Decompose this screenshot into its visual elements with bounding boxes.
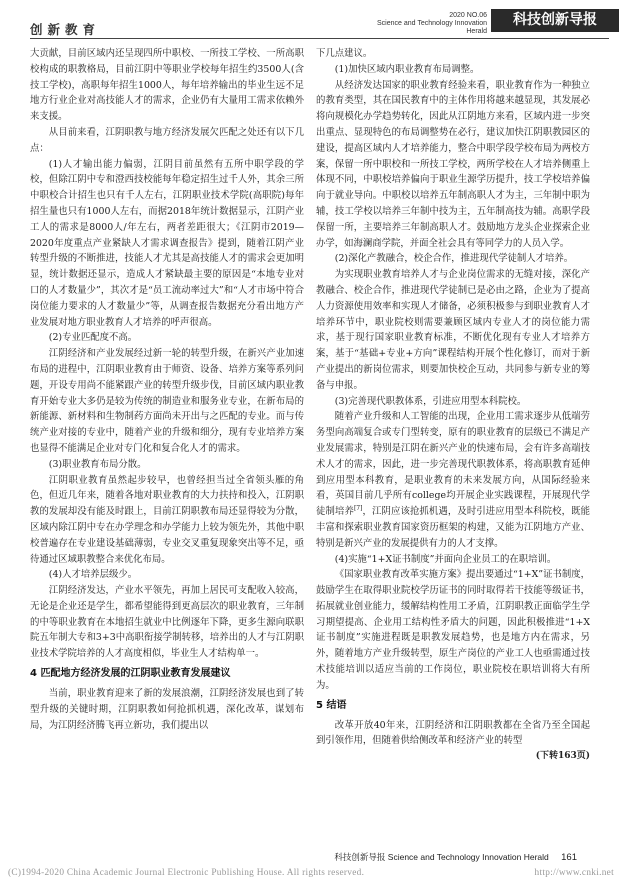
body-paragraph: 江阴经济和产业发展经过新一轮的转型升级，在新兴产业加速布局的进程中，江阴职业教育由于师资、设备、培养方案等系列问题，开设专用尚不能紧跟产业的转型升级步伐，目前区域内职业教育开始专业大多仍是较为传统的制造业和服务业专业，在新布局的新能源、新材料和生物制药方面尚未开出与之匹配的专业。而与传统产业对接的专业中，随着产业的升级和细分，现有专业培养方案也显得不能满足企业对专门化和复合化人才的需求。 bbox=[30, 348, 304, 454]
issue-info bbox=[377, 12, 487, 36]
header-divider bbox=[30, 38, 609, 39]
body-paragraph: 下几点建议。 bbox=[316, 48, 373, 59]
copyright-bar bbox=[8, 868, 614, 878]
right-column bbox=[316, 46, 590, 763]
citation-ref: [7] bbox=[353, 504, 363, 512]
body-paragraph: (4)人才培养层级少。 bbox=[48, 569, 138, 581]
body-paragraph: (3)职业教育布局分散。 bbox=[48, 458, 147, 470]
body-paragraph: 从目前来看，江阴职教与地方经济发展欠匹配之处还有以下几点： bbox=[30, 126, 304, 154]
body-paragraph: (2)深化产教融合，校企合作，推进现代学徒制人才培养。 bbox=[334, 253, 574, 265]
body-paragraph: 从经济发达国家的职业教育经验来看，职业教育作为一种独立的教育类型，其在国民教育中的主体作用将越来越显现，其发展必将向规模化办学趋势转化，因此从江阴地方来看，区域内进一步突出重点、显现特色的布局调整势在必行，建议加快江阴职教园区的建设，提高区域内人才培养能力，整合中职学段学校布局为两校方案，保留一所中职校和一所技工学校，两所学校在人才培养侧重上体现不同，中职校培养偏向于职业生源学历提升，技工学校培养偏向于就业导向。中职校以培养五年制高职人才为主，三年制中职为辅，技工学校以培养三年制中技为主，五年制高技为辅。高职学段保留一所，主要培养三年制高职人才。鼓励地方龙头企业探索企业办学，如海澜商学院，并面全社会具有等同学力的人员入学。 bbox=[316, 79, 590, 249]
continued-note: (下转163页) bbox=[535, 751, 590, 762]
footer-journal-cn: 科技创新导报 bbox=[334, 852, 386, 862]
left-column bbox=[30, 46, 304, 733]
body-paragraph: 改革开放40年来，江阴经济和江阴职教都在全省乃至全国起到引领作用，但随着供给侧改革和经济产业的转型 bbox=[316, 719, 590, 747]
body-paragraph: (4)实施“1+X证书制度”并面向企业员工的在职培训。 bbox=[334, 553, 557, 565]
body-paragraph: (1)人才输出能力偏弱，江阴目前虽然有五所中职学段的学校，但除江阴中专和澄西技校能每年稳定招生过千人外，其余三所中职校合计招生也只有千人左右，江阴职业技术学院(高职院)每年招生量也只有1000人左右，而据2018年统计数据显示，江阴产业工人的需求是8000人/年左右，两者差距很大；《江阴市2019—2020年度重点产业紧缺人才需求调查报告》提到，随着江阴产业转型升级的不断推进，技能人才尤其是高技能人才的需求会更加明显，统计数据还显示，造成人才紧缺最主要的原因是“本地专业对口的人才数量少”，其次才是“员工流动率过大”和“人才市场中符合岗位能力要求的人才数量少”等，从调查报告数据充分看出地方产业发展对地方职业教育人才培养的呼声很高。 bbox=[30, 158, 304, 328]
body-paragraph: 江阴经济发达，产业水平领先，再加上居民可支配收入较高，无论是企业还是学生，都希望能得到更高层次的职业教育，三年制的中等职业教育在本地招生就业中比例逐年下降，更多生源向联职院五年制大专和3+3中高职衔接学制转移，培养出的人才与江阴职业技术学院培养的人才高度相似，毕业生人才结构单一。 bbox=[30, 585, 304, 660]
page-number: 161 bbox=[561, 852, 577, 863]
page-footer bbox=[334, 851, 577, 863]
copyright-text: (C)1994-2020 China Academic Journal Electronic Publishing House. All rights reserved. bbox=[8, 868, 365, 878]
footer-journal-en: Science and Technology Innovation Herald bbox=[387, 852, 549, 862]
body-paragraph: 大贡献，目前区域内还呈现四所中职校、一所技工学校、一所高职校构成的职教格局，目前江阴中等职业学校每年招生约3500人(含技工学校)，高职每年招生1000人，每年培养输出的毕业生远不足地方行业企业对高技能人才的需求，企业仍有大量用工需求依赖外来支援。 bbox=[30, 48, 304, 123]
body-paragraph: 《国家职业教育改革实施方案》提出要通过“1+X”证书制度，鼓励学生在取得职业院校学历证书的同时取得若干技能等级证书，拓展就业创业能力，缓解结构性用工矛盾，江阴职教正面临学生学习期望提高、企业用工结构性矛盾大的问题，因此积极推进“1+X证书制度”实施进程既是职教发展趋势，也是地方内在需求，另外，随着地方产业升级转型，原生产岗位的产业工人也亟需通过技术技能培训以适应当前的工作岗位，职业院校在职培训将大有所为。 bbox=[316, 569, 590, 691]
body-paragraph: (3)完善现代职教体系，引进应用型本科院校。 bbox=[334, 395, 527, 407]
body-paragraph: 当前，职业教育迎来了新的发展浪潮，江阴经济发展也到了转型升级的关键时期，江阴职教如何抢抓机遇，深化改革，谋划布局，为江阴经济腾飞再立新功，我们提出以 bbox=[30, 688, 304, 731]
body-paragraph: (1)加快区域内职业教育布局调整。 bbox=[334, 63, 480, 75]
body-paragraph: 江阴职业教育虽然起步较早，也曾经担当过全省领头雁的角色，但近几年来，随着各地对职业教育的大力扶持和投入，江阴职教的发展却没有能及时跟上，目前江阴职教布局还显得较为分散，区域内除江阴中专在办学理念和办学能力上较为领先外，其他中职校普遍存在专业建设基础薄弱，专业交叉重复现象突出等不足，亟待通过区域职教整合来优化布局。 bbox=[30, 474, 304, 565]
body-paragraph: 随着产业升级和人工智能的出现，企业用工需求逐步从低端劳务型向高端复合或专门型转变，原有的职业教育的层级已不满足产业发展需求，特别是江阴在新兴产业的快速布局，会有许多高端技术人才的需求，因此，进一步完善现代职教体系，将高职教育延伸到应用型本科教育，是职业教育的未来发展方向，从国际经验来看，英国目前几乎所有college均开展企业实践课程，开展现代学徒制培养[7]，江阴应该抢抓机遇，及时引进应用型本科院校，既能丰富和探索职业教育国家资历框架的构建，又能为江阴地方产业、特别是新兴产业的发展提供有力的人才支撑。 bbox=[316, 411, 590, 549]
body-paragraph: (2)专业匹配度不高。 bbox=[48, 332, 138, 344]
journal-title-badge: 科技创新导报 bbox=[491, 9, 619, 32]
section-label: 创新教育 bbox=[30, 22, 101, 37]
issue-number: 2020 NO.06 bbox=[449, 12, 487, 19]
section-heading: 5 结语 bbox=[316, 699, 347, 711]
journal-english-name: Science and Technology Innovation Herald bbox=[377, 20, 488, 35]
body-paragraph: 为实现职业教育培养人才与企业岗位需求的无缝对接，深化产教融合、校企合作，推进现代学徒制已是必由之路，企业为了提高人力资源使用效率和实现人才储备，必须积极参与到职业教育人才培养环节中，职业院校则需要兼顾区域内专业人才的岗位能力需求，基于现行国家职业教育标准，不断优化现有专业人才培养方案，基于“基础+专业+方向”课程结构开展个性化修订，而对于新产业提出的新岗位需求，则要加快校企互动，共同参与新专业的筹备与申报。 bbox=[316, 269, 590, 391]
cnki-url: http://www.cnki.net bbox=[534, 868, 614, 878]
section-heading: 4 匹配地方经济发展的江阴职业教育发展建议 bbox=[30, 668, 231, 680]
